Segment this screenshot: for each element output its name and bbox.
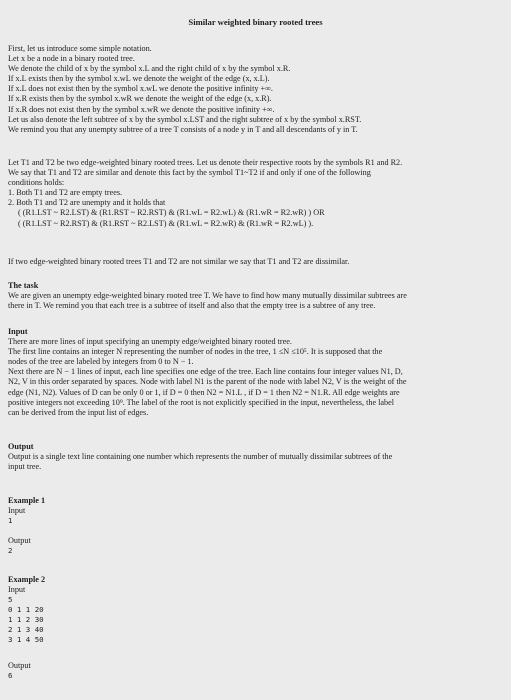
condition-formula-1: ( (R1.LST ~ R2.LST) & (R1.RST ~ R2.RST) & (R1.wL = R2.wL) & (R1.wR = R2.wR) ) OR: [18, 208, 325, 218]
intro-line: Let x be a node in a binary rooted tree.: [8, 54, 135, 64]
output-line: input tree.: [8, 462, 42, 472]
spacer: [8, 645, 503, 661]
intro-line: We remind you that any unempty subtree of a tree T consists of a node y in T and all descendants of y in T.: [8, 124, 358, 134]
input-line: positive integers not exceeding 10⁹. The label of the root is not explicitly specified in the input, nevertheless, the label: [8, 397, 395, 407]
example-1-input-label: Input: [8, 506, 26, 516]
input-line: There are more lines of input specifying an unempty edge/weighted binary rooted tree.: [8, 337, 292, 347]
input-line: Next there are N − 1 lines of input, each line specifies one edge of the tree. Each line contains four integer values N1, D,: [8, 367, 403, 377]
task-heading: The task: [8, 281, 39, 290]
intro-line: First, let us introduce some simple notation.: [8, 44, 152, 53]
output-line: Output is a single text line containing one number which represents the number of mutually dissimilar subtrees of the: [8, 452, 393, 462]
example-1: [8, 496, 503, 556]
example-2-heading: Example 2: [8, 575, 46, 584]
example-1-output-line: 2: [8, 546, 13, 556]
intro-line: If x.R does not exist then by the symbol x.wR we denote the positive infinity +∞.: [8, 104, 275, 114]
task-line: there in T. We remind you that each tree is a subtree of itself and also that the empty tree is a subtree of any tree.: [8, 301, 376, 311]
input-section: [8, 327, 503, 418]
example-1-input-line: 1: [8, 516, 13, 526]
definition-line: We say that T1 and T2 are similar and denote this fact by the symbol T1~T2 if and only if one of the following: [8, 168, 371, 178]
input-heading: Input: [8, 327, 28, 336]
example-1-output-label: Output: [8, 536, 31, 546]
example-2-input-line: 1 1 2 30: [8, 615, 44, 625]
intro-line: Let us also denote the left subtree of x by the symbol x.LST and the right subtree of x by the symbol x.RST.: [8, 114, 362, 124]
example-2-input-label: Input: [8, 585, 26, 595]
dissimilar-line: If two edge-weighted binary rooted trees T1 and T2 are not similar we say that T1 and T2 are dissimilar.: [8, 257, 350, 266]
condition-1: 1. Both T1 and T2 are empty trees.: [8, 188, 123, 198]
condition-formula-2: ( (R1.LST ~ R2.RST) & (R1.RST ~ R2.LST) & (R1.wL = R2.wR) & (R1.wR = R2.wL) ).: [18, 218, 314, 228]
definition-line: Let T1 and T2 be two edge-weighted binary rooted trees. Let us denote their respective roots by the symbols R1 and R2.: [8, 158, 403, 167]
example-2-input-line: 5: [8, 595, 13, 605]
example-2-input-line: 3 1 4 50: [8, 635, 44, 645]
input-line: can be derived from the input list of edges.: [8, 407, 149, 417]
example-2-output-label: Output: [8, 661, 31, 671]
intro-line: If x.L exists then by the symbol x.wL we denote the weight of the edge (x, x.L).: [8, 74, 270, 84]
example-2-input-line: 2 1 3 40: [8, 625, 44, 635]
page-title: Similar weighted binary rooted trees: [188, 17, 323, 27]
example-2: [8, 575, 503, 681]
definition-line: conditions holds:: [8, 178, 65, 188]
example-2-output-line: 6: [8, 671, 13, 681]
dissimilar-definition: [8, 257, 503, 267]
intro-line: If x.L does not exist then by the symbol x.wL we denote the positive infinity +∞.: [8, 84, 273, 94]
input-line: The first line contains an integer N representing the number of nodes in the tree, 1 ≤N ≤10⁵. It is supposed that the: [8, 347, 383, 357]
similarity-definition: [8, 158, 503, 229]
intro-section: [8, 44, 503, 135]
spacer: [8, 526, 503, 536]
output-heading: Output: [8, 442, 34, 451]
input-line: edge (N1, N2). Values of D can be only 0 or 1, if D = 0 then N2 = N1.L , if D = 1 then N2 = N1.R. All edge weights are: [8, 387, 400, 397]
condition-2: 2. Both T1 and T2 are unempty and it holds that: [8, 198, 166, 208]
output-section: [8, 442, 503, 472]
task-line: We are given an unempty edge-weighted binary rooted tree T. We have to find how many mutually dissimilar subtrees are: [8, 291, 407, 301]
task-section: [8, 281, 503, 311]
intro-line: We denote the child of x by the symbol x.L and the right child of x by the symbol x.R.: [8, 64, 291, 74]
example-1-heading: Example 1: [8, 496, 46, 505]
input-line: N2, V in this order separated by spaces. Node with label N1 is the parent of the node with label N2, V is the weight of the: [8, 377, 407, 387]
example-2-input-line: 0 1 1 20: [8, 605, 44, 615]
input-line: nodes of the tree are labeled by integers from 0 to N − 1.: [8, 357, 194, 367]
intro-line: If x.R exists then by the symbol x.wR we denote the weight of the edge (x, x.R).: [8, 94, 272, 104]
